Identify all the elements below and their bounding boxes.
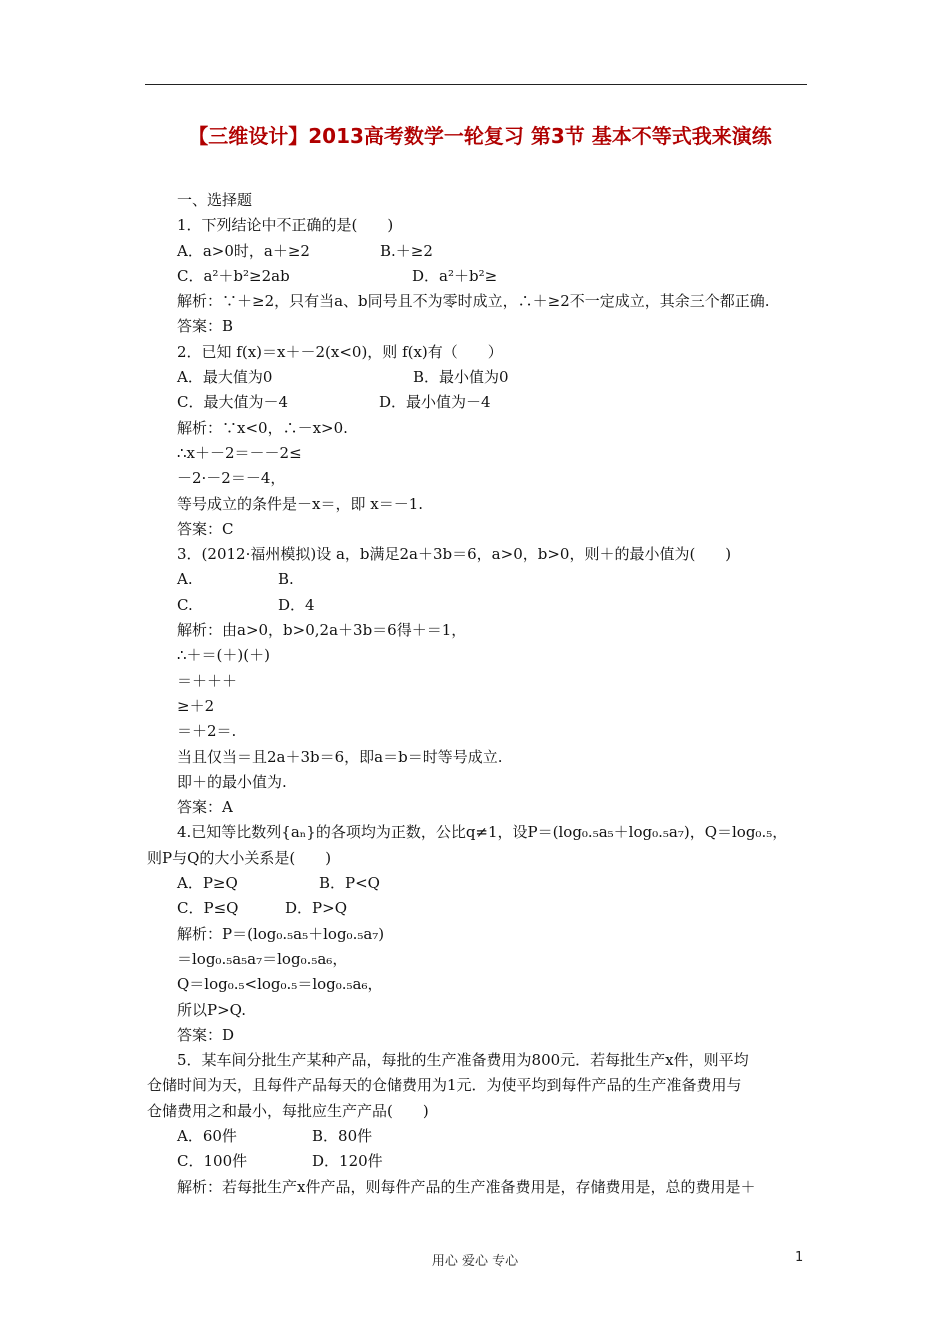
- option-a: A．60件: [177, 1126, 237, 1145]
- option-d: D．最小值为－4: [379, 393, 491, 412]
- analysis: 解析：∵＋≥2，只有当a、b同号且不为零时成立，∴＋≥2不一定成立，其余三个都正确.: [177, 292, 770, 311]
- document-title: 【三维设计】2013高考数学一轮复习 第3节 基本不等式我来演练: [188, 124, 772, 148]
- analysis-line: ＝＋＋＋: [177, 671, 238, 690]
- option-d: D．4: [278, 595, 315, 614]
- question-2: 2．已知 f(x)＝x＋－2(x<0)，则 f(x)有（ ）: [177, 342, 503, 361]
- analysis-line: 即＋的最小值为.: [177, 772, 287, 791]
- option-a: A．P≥Q: [177, 874, 238, 893]
- options-row: [147, 239, 817, 264]
- analysis-line: ＝＋2＝.: [177, 722, 237, 741]
- option-c: C．100件: [177, 1152, 248, 1171]
- analysis-line: ∴x＋－2＝－－2≤: [177, 443, 302, 462]
- question-5-continued: 仓储费用之和最小，每批应生产产品( ): [147, 1101, 429, 1120]
- analysis: 解析：P＝(log₀.₅a₅＋log₀.₅a₇): [177, 924, 385, 943]
- analysis-line: Q＝log₀.₅<log₀.₅＝log₀.₅a₆，: [177, 975, 383, 994]
- options-row: [147, 1149, 817, 1174]
- options-row: [147, 896, 817, 921]
- options-row: [147, 264, 817, 289]
- option-c: C．最大值为－4: [177, 393, 289, 412]
- analysis-line: ≥＋2: [177, 696, 215, 715]
- analysis: 解析：若每批生产x件产品，则每件产品的生产准备费用是，存储费用是，总的费用是＋: [177, 1177, 756, 1196]
- options-row: [147, 567, 817, 592]
- answer: 答案：D: [177, 1025, 235, 1044]
- header-rule: [145, 84, 807, 85]
- analysis-line: 等号成立的条件是－x＝，即 x＝－1.: [177, 494, 424, 513]
- option-d: D．120件: [312, 1152, 383, 1171]
- analysis: 解析：∵x<0，∴－x>0.: [177, 418, 348, 437]
- question-4: 4.已知等比数列{aₙ}的各项均为正数，公比q≠1，设P＝(log₀.₅a₅＋log₀.₅a₇)，Q＝log₀.₅，: [177, 823, 788, 842]
- footer-slogan: 用心 爱心 专心: [431, 1254, 519, 1269]
- answer: 答案：B: [177, 317, 234, 336]
- option-b: B.＋≥2: [380, 241, 433, 260]
- section-heading: 一、选择题: [177, 191, 253, 209]
- question-5-continued: 仓储时间为天，且每件产品每天的仓储费用为1元．为使平均到每件产品的生产准备费用与: [147, 1076, 742, 1095]
- option-b: B．最小值为0: [413, 368, 509, 387]
- answer: 答案：A: [177, 798, 233, 817]
- page-number: 1: [795, 1250, 804, 1265]
- analysis-line: ＝log₀.₅a₅a₇＝log₀.₅a₆，: [177, 949, 348, 968]
- option-c: C.: [177, 595, 193, 614]
- options-row: [147, 593, 817, 618]
- question-1: 1．下列结论中不正确的是( ): [177, 216, 394, 235]
- option-a: A.: [177, 570, 193, 589]
- option-c: C．P≤Q: [177, 899, 239, 918]
- question-5: 5．某车间分批生产某种产品，每批的生产准备费用为800元．若每批生产x件，则平均: [177, 1051, 749, 1070]
- analysis-line: －2·－2＝－4，: [177, 469, 286, 488]
- answer: 答案：C: [177, 519, 234, 538]
- analysis-line: ∴＋＝(＋)(＋): [177, 646, 270, 665]
- options-row: [147, 365, 817, 390]
- option-a: A．最大值为0: [177, 368, 273, 387]
- option-a: A．a>0时，a＋≥2: [177, 241, 310, 260]
- option-d: D．a²＋b²≥: [412, 266, 498, 285]
- options-row: [147, 871, 817, 896]
- options-row: [147, 390, 817, 415]
- option-b: B.: [278, 570, 294, 589]
- option-c: C．a²＋b²≥2ab: [177, 266, 290, 285]
- options-row: [147, 1124, 817, 1149]
- analysis: 解析：由a>0，b>0,2a＋3b＝6得＋＝1，: [177, 621, 467, 640]
- analysis-line: 当且仅当＝且2a＋3b＝6，即a＝b＝时等号成立.: [177, 747, 503, 766]
- document-body: [147, 188, 817, 1200]
- question-4-continued: 则P与Q的大小关系是( ): [147, 848, 332, 867]
- option-b: B．80件: [312, 1126, 373, 1145]
- option-d: D．P>Q: [285, 899, 347, 918]
- option-b: B．P<Q: [319, 874, 380, 893]
- analysis-line: 所以P>Q.: [177, 1000, 246, 1019]
- question-3: 3．(2012·福州模拟)设 a，b满足2a＋3b＝6，a>0，b>0，则＋的最小值为( ): [177, 545, 732, 564]
